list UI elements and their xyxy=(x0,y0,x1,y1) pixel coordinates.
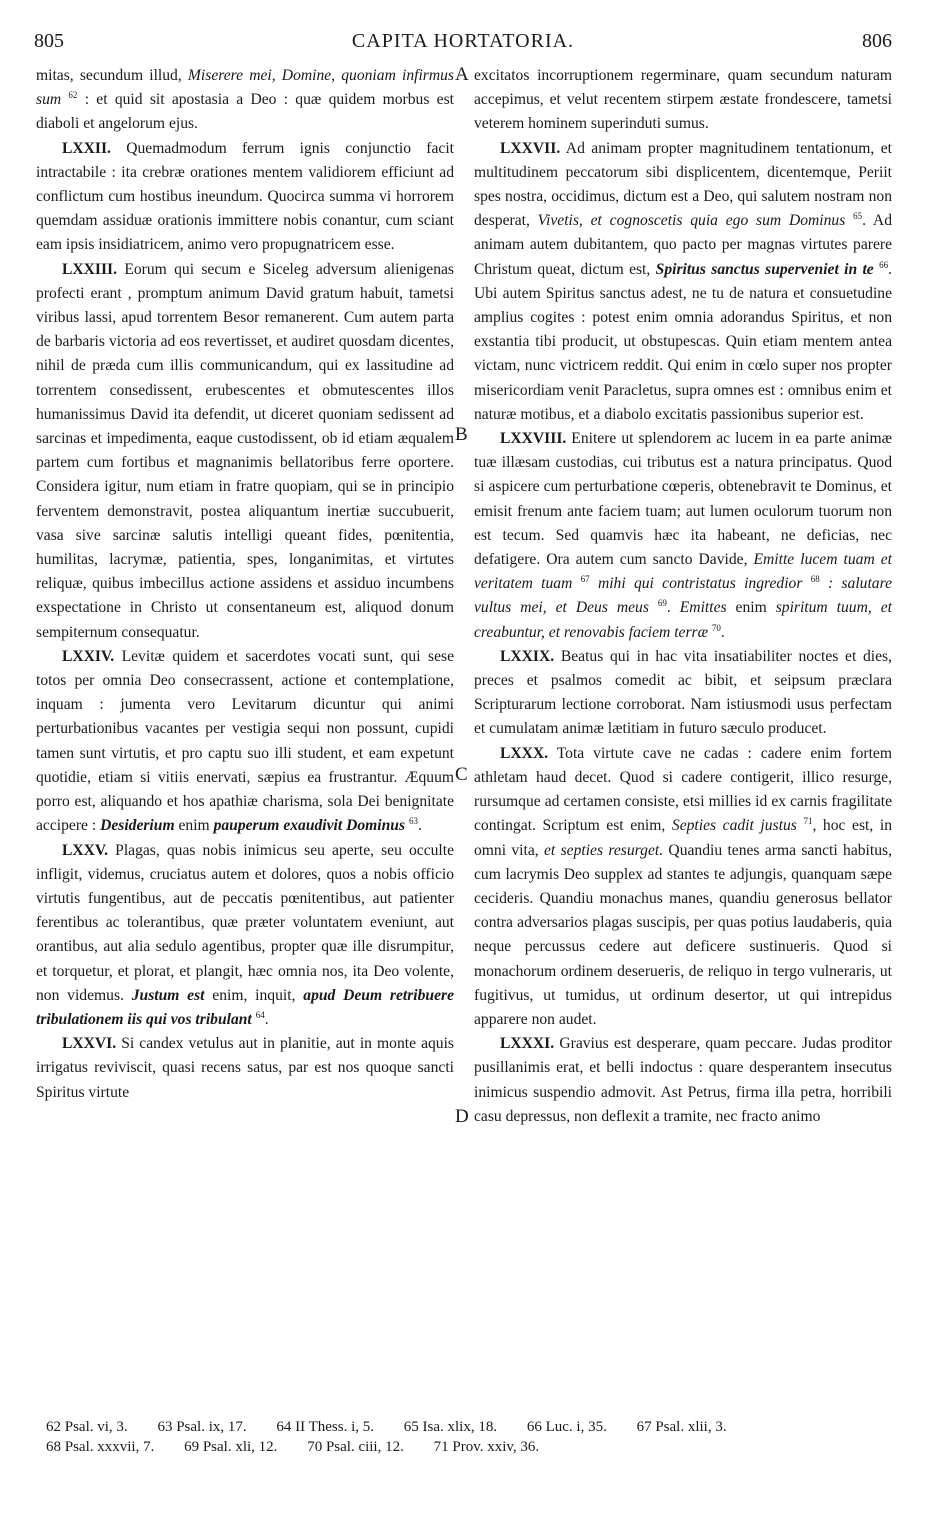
margin-marker-a: A xyxy=(455,64,469,85)
footnote: 64 II Thess. i, 5. xyxy=(276,1419,375,1435)
paragraph-lxxvii: LXXVII. Ad animam propter magnitudinem tentationum, et multitudinem peccatorum sibi displicentem, dicentemque, Periit spes nostra, occidimus, dictum est a Deo, qui salutem nostram non desperat, Vivetis, et cognoscetis quia ego sum Dominus $^{65}$. Ad animam autem dubitantem, quo pacto per magnas virtutes parere Christum queat, dictum est, Spiritus sanctus superveniet in te $^{66}$. Ubi autem Spiritus sanctus adest, ne tu de natura et consuetudine amplius cogites : potest enim omnia adorandus Spiritus, et non exstantia tibi producit, ut obstupescas. Quin etiam mentem antea victam, nunc victricem reddit. Qui enim in cœlo super nos propter misericordiam venit Paracletus, supra omnes est : omnibus enim et naturæ motibus, et a diabolo excitatis passionibus superior est. xyxy=(474,139,892,423)
margin-marker-c: C xyxy=(455,764,468,785)
footnote: 63 Psal. ix, 17. xyxy=(157,1419,247,1435)
footnotes xyxy=(46,1417,906,1457)
footnote: 71 Prov. xxiv, 36. xyxy=(433,1439,540,1455)
footnote: 70 Psal. ciii, 12. xyxy=(307,1439,404,1455)
footnote-line-1 xyxy=(46,1417,906,1437)
footnote: 62 Psal. vi, 3. xyxy=(46,1419,128,1435)
left-column xyxy=(36,64,454,1105)
page-number-right: 806 xyxy=(862,30,892,52)
paragraph-lxxvi: LXXVI. Si candex vetulus aut in planitie, aut in monte aquis irrigatus reviviscit, quasi recens satus, par est nos quoque sancti Spiritus virtute xyxy=(36,1035,454,1101)
paragraph-lxxiv: LXXIV. Levitæ quidem et sacerdotes vocati sunt, qui sese totos per omnia Deo consecrassent, actione et contemplatione, inquam : jumenta vero Levitarum dicuntur qui animi perturbationibus vacantes per vestigia sequi non possunt, cupidi tamen sunt virtutis, et pro captu suo illi student, et eam expetunt quotidie, etiam si vitiis enervati, sæpius ea frustrantur. Æquum porro est, aliquando et hos apathiæ charisma, sola Dei benignitate accipere : Desiderium enim pauperum exaudivit Dominus $^{63}$. xyxy=(36,647,454,835)
margin-marker-b: B xyxy=(455,424,468,445)
paragraph-lxxx: LXXX. Tota virtute cave ne cadas : cadere enim fortem athletam haud decet. Quod si cadere contigerit, illico resurge, rursumque ad certamen consiste, etsi millies id ex carnis fragilitate contingat. Scriptum est enim, Septies cadit justus $^{71}$, hoc est, in omni vita, et septies resurget. Quandiu tenes arma sancti habitus, cum lacrymis Deo supplex ad stantes te adjungis, quanquam sæpe cecideris. Quandiu monachus manes, quandiu generosus bellator contra adversarios plagas suscipis, per quas potius laudaberis, quia neque percussus cedere aut deficere sustinueris. Quod si monachorum ordinem deserueris, de reliquo in tergo vulneraris, ut fugitivus, ut tumidus, ut ordinum desertor, ut qui intrepidus apparere non audet. xyxy=(474,744,892,1028)
footnote: 67 Psal. xlii, 3. xyxy=(636,1419,727,1435)
page-header xyxy=(34,30,892,60)
paragraph-lxxxi: LXXXI. Gravius est desperare, quam peccare. Judas proditor pusillanimis erat, et belli indoctus : quare desperantem insecutus inimicus suspendio admovit. Ast Petrus, firma illa petra, horribili casu depressus, non deflexit a tramite, nec fracto animo xyxy=(474,1035,892,1125)
margin-marker-d: D xyxy=(455,1106,469,1127)
right-column xyxy=(474,64,892,1129)
paragraph-continuation-right: excitatos incorruptionem regerminare, quam secundum naturam accepimus, et velut recentem stirpem æstate frondescere, tametsi veterem hominem superinduti sumus. xyxy=(474,67,892,133)
footnote: 69 Psal. xli, 12. xyxy=(184,1439,278,1455)
page-number-left: 805 xyxy=(34,30,64,52)
footnote-line-2 xyxy=(46,1437,906,1457)
footnote: 68 Psal. xxxvii, 7. xyxy=(46,1439,155,1455)
paragraph-lxxix: LXXIX. Beatus qui in hac vita insatiabiliter noctes et dies, preces et psalmos comedit ac bibit, et seipsum præclara Scripturarum lectione corroborat. Nam istiusmodi usus perfectam et cumulatam animæ lætitiam in futuro sæculo producet. xyxy=(474,647,892,738)
running-title: CAPITA HORTATORIA. xyxy=(351,30,575,52)
footnote: 65 Isa. xlix, 18. xyxy=(403,1419,498,1435)
paragraph-lxxiii: LXXIII. Eorum qui secum e Siceleg adversum alienigenas profecti erant , promptum animum David gratum habuit, tametsi viribus lassi, apud torrentem Besor remanerent. Cum autem parta de barbaris victoria ad eos revertisset, et audiret quosdam dicentes, nihil de præda cum illis communicandum, qui ex lassitudine ad torrentem consedissent, erubescentes et obmutescentes illos humanissimus David ita defendit, ut diceret quoniam sedissent ad sarcinas et impedimenta, eaque custodissent, ob id etiam æqualem partem cum fortibus et magnanimis bellatoribus ferre oportere. Considera igitur, num etiam in fratre quopiam, qui se in principio ferventem demonstravit, postea aliquantum inertiæ succubuerit, vasa sive sarcinæ salutis intelligi queant fides, pœnitentia, humilitas, lacrymæ, patientia, spes, longanimitas, et virtutes reliquæ, quibus imbecillus actione assidens et assiduo incumbens exspectatione in Christo ut consentaneum est, aliquod donum sempiternum consequatur. xyxy=(36,260,454,641)
paragraph-lxxii: LXXII. Quemadmodum ferrum ignis conjunctio facit intractabile : ita crebræ orationes mentem validiorem efficiunt ad conflictum cum hostibus ineundum. Quocirca summa vi horrorem quemdam assiduæ orationis immittere nobis conantur, cum sciant eam ipsis insidiatricem, animo vero propugnatricem esse. xyxy=(36,139,454,254)
paragraph-continuation: mitas, secundum illud, Miserere mei, Domine, quoniam infirmus sum $^{62}$ : et quid sit apostasia a Deo : quæ quidem morbus est diaboli et angelorum ejus. xyxy=(36,67,454,133)
footnote: 66 Luc. i, 35. xyxy=(526,1419,607,1435)
paragraph-lxxv: LXXV. Plagas, quas nobis inimicus seu aperte, seu occulte infligit, videmus, cruciatus autem et dolores, quos a nobis officio virtutis fungentibus, aut de peccatis pœnitentibus, aut patienter ferentibus ac tolerantibus, quæ præter voluntatem eveniunt, aut orantibus, aut alia sedulo agentibus, propter quæ ille disrumpitur, et torquetur, et plorat, et plangit, hæc omnia nos, ita Deo volente, non videmus. Justum est enim, inquit, apud Deum retribuere tribulationem iis qui vos tribulant $^{64}$. xyxy=(36,841,454,1028)
paragraph-lxxviii: LXXVIII. Enitere ut splendorem ac lucem in ea parte animæ tuæ illæsam custodias, cui tributus est a natura principatus. Quod si aspicere cum perturbatione cœperis, obtenebravit te Dominus, et emisit frenum ante faciem tuam; aut lumen oculorum tuorum non est tecum. Sed quamvis hæc ita habeant, ne deficias, nec defatigere. Ora autem cum sancto Davide, Emitte lucem tuam et veritatem tuam $^{67}$ mihi qui contristatus ingredior $^{68}$ : salutare vultus mei, et Deus meus $^{69}$. Emittes enim spiritum tuum, et creabuntur, et renovabis faciem terræ $^{70}$. xyxy=(474,430,893,641)
